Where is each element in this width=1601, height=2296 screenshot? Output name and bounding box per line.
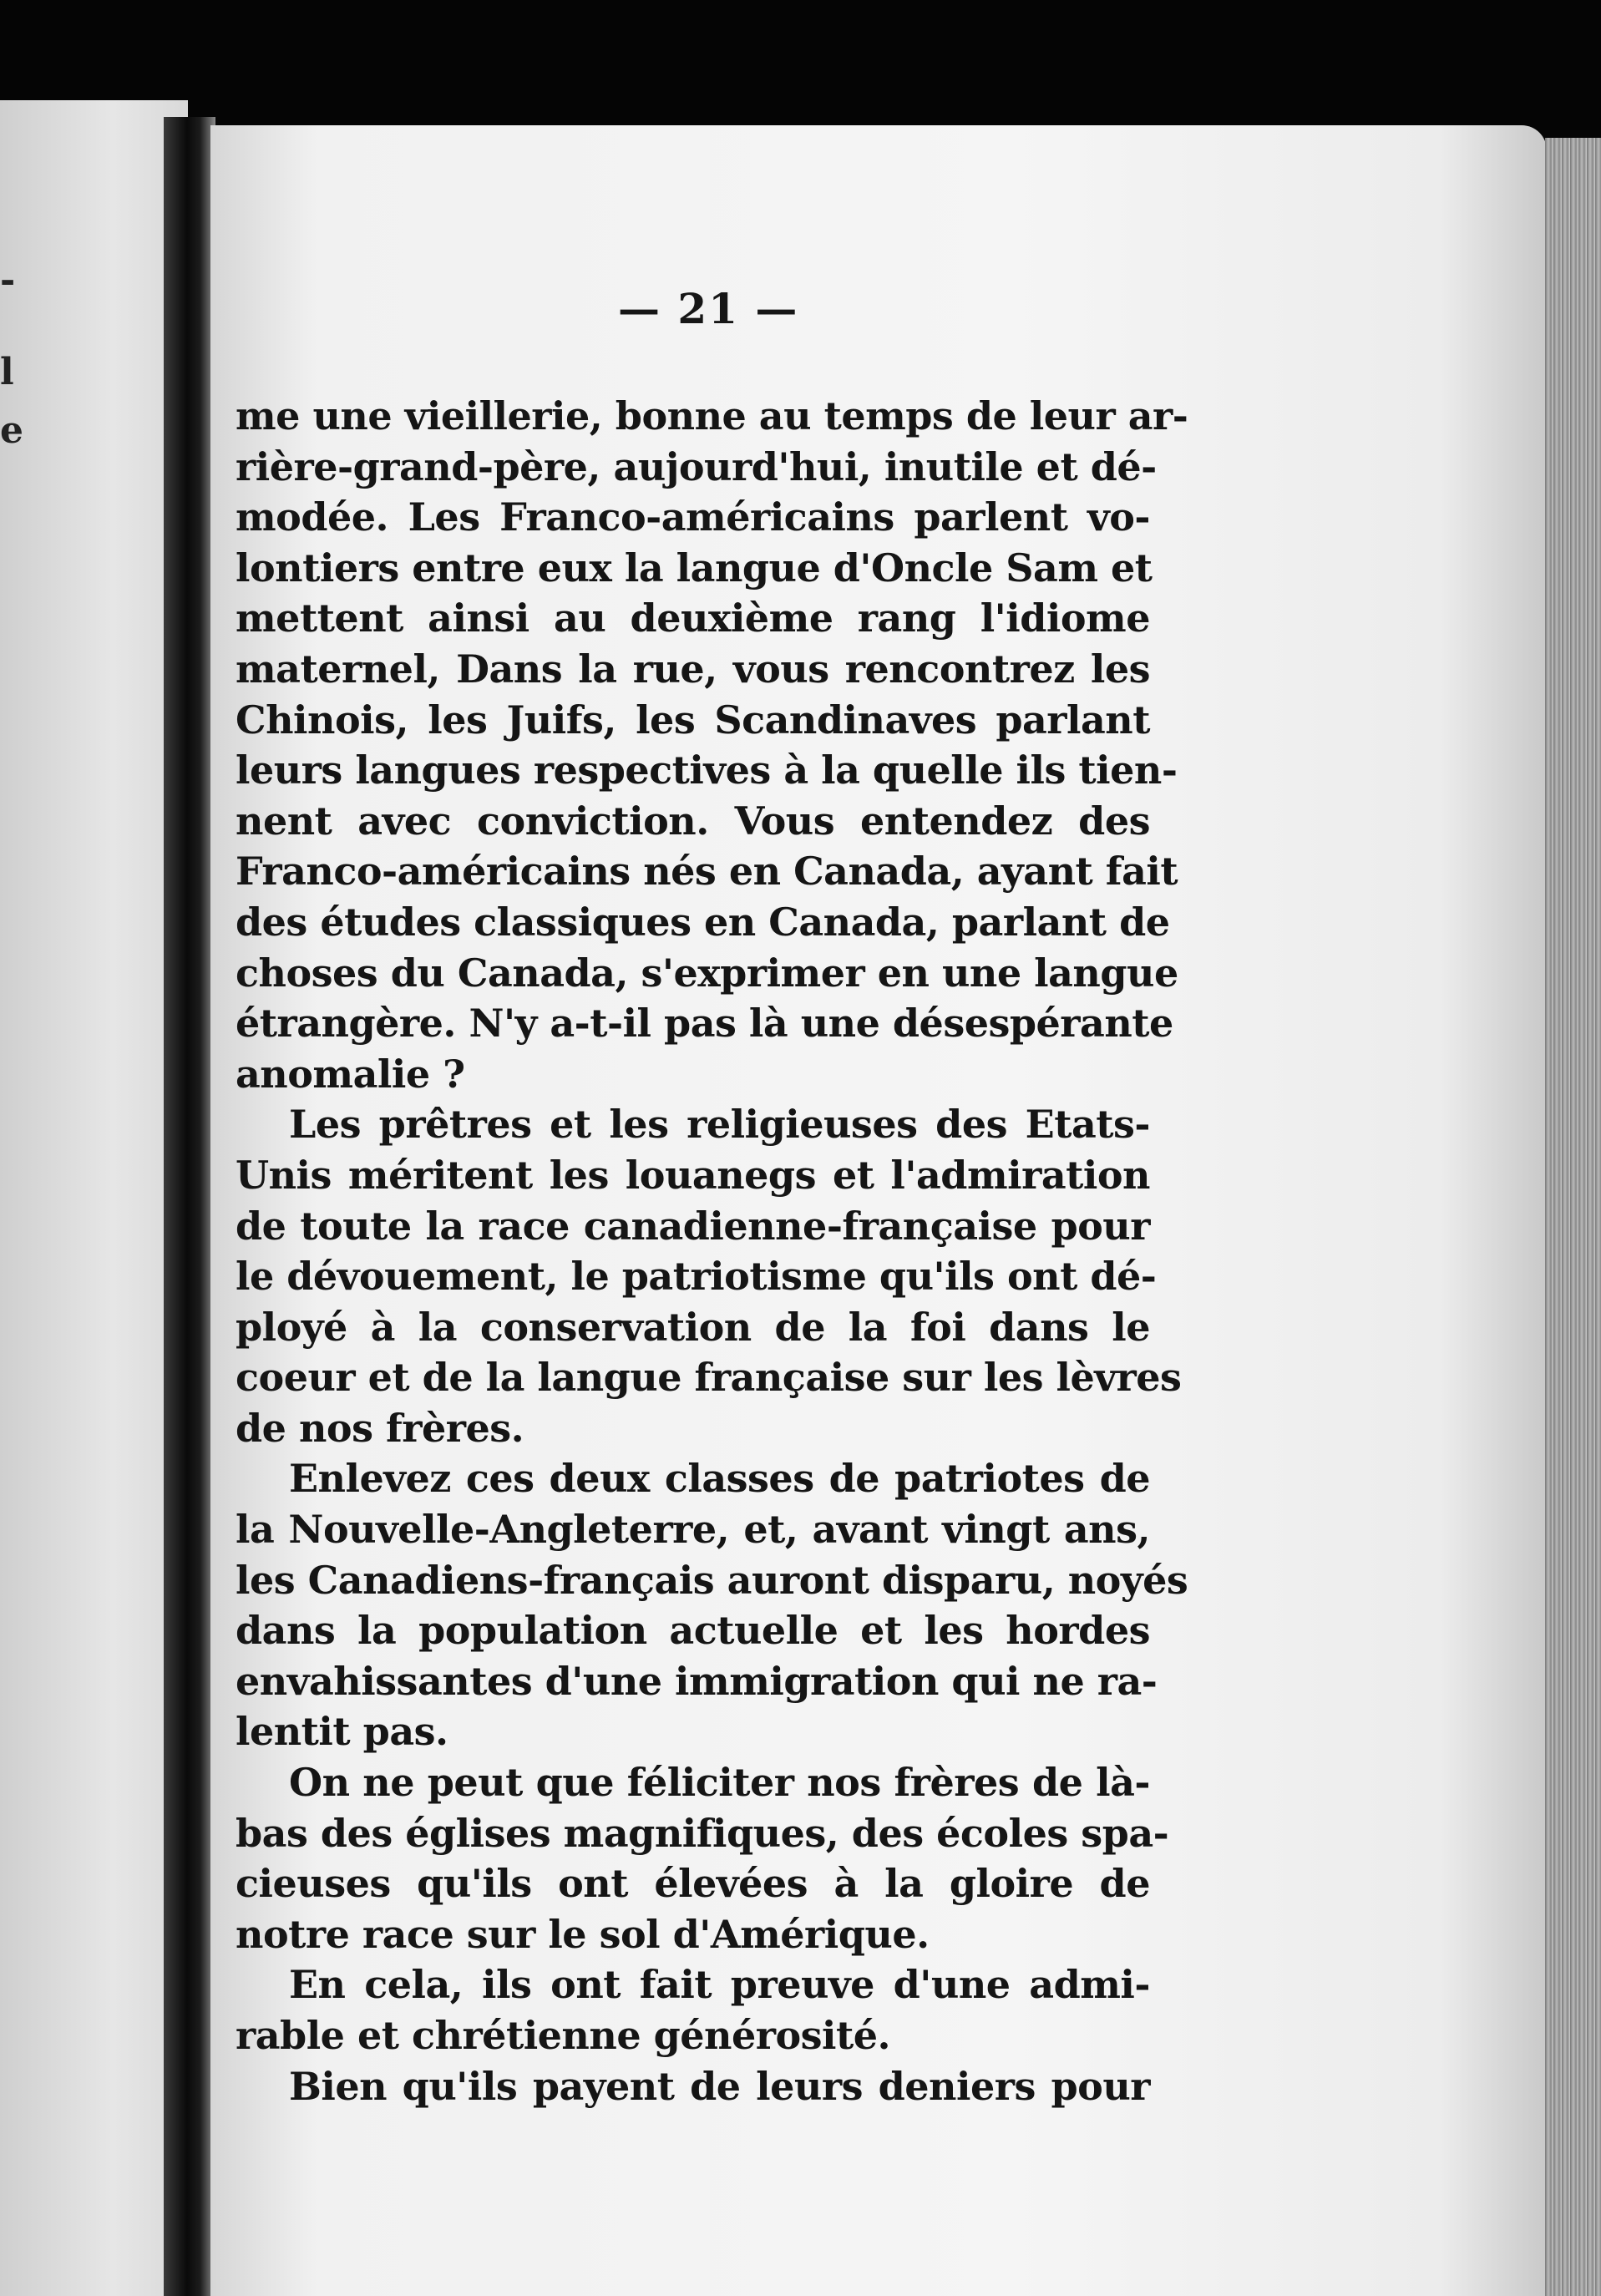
text-line: En cela, ils ont fait preuve d'une admi- (289, 1962, 1150, 2008)
text-line: anomalie ? (236, 1051, 465, 1097)
text-line: rière-grand-père, aujourd'hui, inutile et dé- (236, 443, 1157, 489)
text-line: Chinois, les Juifs, les Scandinaves parlant (236, 697, 1150, 743)
text-line: mettent ainsi au deuxième rang l'idiome (236, 596, 1150, 641)
text-line: lontiers entre eux la langue d'Oncle Sam et (236, 545, 1153, 590)
text-line: cieuses qu'ils ont élevées à la gloire de (236, 1861, 1150, 1907)
book-gutter-shadow (164, 117, 215, 2296)
text-line: des études classiques en Canada, parlant de (236, 899, 1170, 945)
text-line: modée. Les Franco-américains parlent vo- (236, 494, 1150, 540)
text-line: nent avec conviction. Vous entendez des (236, 798, 1150, 844)
text-line: de toute la race canadienne-française pour (236, 1203, 1150, 1249)
text-line: me une vieillerie, bonne au temps de leur ar- (236, 393, 1188, 438)
text-line: maternel, Dans la rue, vous rencontrez les (236, 646, 1150, 692)
text-line: étrangère. N'y a-t-il pas là une désespérante (236, 1001, 1173, 1047)
text-line: Bien qu'ils payent de leurs deniers pour (289, 2063, 1150, 2109)
text-line: de nos frères. (236, 1405, 524, 1451)
left-page-fragment: - (0, 259, 16, 302)
text-line: Les prêtres et les religieuses des Etats- (289, 1102, 1150, 1148)
body-text (236, 391, 1188, 2111)
text-line: Franco-américains nés en Canada, ayant fait (236, 849, 1178, 895)
left-page-edge (0, 100, 188, 2296)
text-line: notre race sur le sol d'Amérique. (236, 1911, 930, 1957)
text-line: les Canadiens-français auront disparu, noyés (236, 1557, 1188, 1603)
text-line: Unis méritent les louanegs et l'admiration (236, 1152, 1150, 1198)
text-line: rable et chrétienne générosité. (236, 2013, 891, 2058)
text-line: On ne peut que féliciter nos frères de là- (289, 1760, 1150, 1806)
text-line: coeur et de la langue française sur les lèvres (236, 1355, 1182, 1401)
text-line: envahissantes d'une immigration qui ne ra- (236, 1658, 1158, 1704)
page-edges (1545, 138, 1601, 2296)
page-number: — 21 — (618, 284, 799, 333)
text-line: choses du Canada, s'exprimer en une langue (236, 950, 1178, 996)
left-page-fragment: e (0, 409, 23, 452)
text-line: bas des églises magnifiques, des écoles spa- (236, 1810, 1169, 1856)
left-page-fragment: l (0, 351, 14, 393)
text-line: Enlevez ces deux classes de patriotes de (289, 1456, 1150, 1502)
text-line: le dévouement, le patriotisme qu'ils ont dé- (236, 1254, 1157, 1300)
text-line: ployé à la conservation de la foi dans le (236, 1304, 1150, 1350)
text-line: leurs langues respectives à la quelle ils tien- (236, 748, 1178, 793)
text-line: dans la population actuelle et les hordes (236, 1608, 1150, 1654)
text-line: la Nouvelle-Angleterre, et, avant vingt ans, (236, 1507, 1150, 1553)
text-line: lentit pas. (236, 1709, 448, 1755)
